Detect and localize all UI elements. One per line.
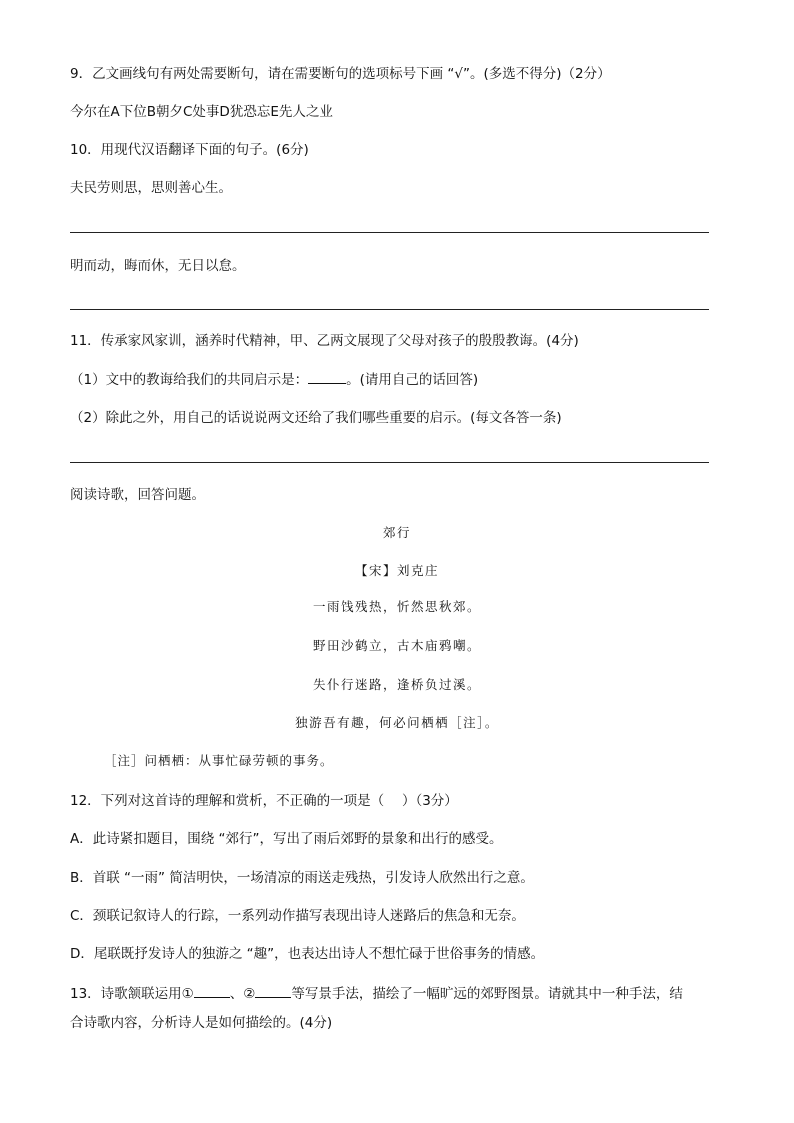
answer-line-1[interactable] xyxy=(70,232,709,233)
q9-sentence: 今尔在A下位B朝夕C处事D犹恐忘E先人之业 xyxy=(70,104,333,120)
q10-prompt: 10．用现代汉语翻译下面的句子。(6分) xyxy=(70,142,309,158)
q12-option-d: D．尾联既抒发诗人的独游之 “趣”，也表达出诗人不想忙碌于世俗事务的情感。 xyxy=(70,946,545,962)
q12-option-a: A．此诗紧扣题目，围绕 “郊行”，写出了雨后郊野的景象和出行的感受。 xyxy=(70,831,503,847)
q11-prompt: 11．传承家风家训，涵养时代精神，甲、乙两文展现了父母对孩子的殷殷教诲。(4分) xyxy=(70,333,579,349)
q13-blank-2[interactable] xyxy=(255,983,291,998)
poem-title: 郊行 xyxy=(382,525,411,540)
q11-blank[interactable] xyxy=(308,369,346,384)
q12-prompt: 12．下列对这首诗的理解和赏析，不正确的一项是（ ）（3分） xyxy=(70,793,458,809)
poem-intro: 阅读诗歌，回答问题。 xyxy=(70,487,205,503)
q13-text: 、② xyxy=(229,986,256,1002)
q11-part-1 xyxy=(70,369,720,390)
q9-prompt: 9．乙文画线句有两处需要断句，请在需要断句的选项标号下画 “√”。(多选不得分)（2分） xyxy=(70,66,611,82)
answer-line-2[interactable] xyxy=(70,309,709,310)
poem-line: 独游吾有趣，何必问栖栖［注］。 xyxy=(295,715,499,730)
q13-blank-1[interactable] xyxy=(194,983,230,998)
q13-text: 等写景手法，描绘了一幅旷远的郊野图景。请就其中一种手法，结 xyxy=(291,986,683,1002)
q12-option-c: C．颈联记叙诗人的行踪，一系列动作描写表现出诗人迷路后的焦急和无奈。 xyxy=(70,908,525,924)
q13-text: 13．诗歌颔联运用① xyxy=(70,986,194,1002)
poem-note: ［注］问栖栖：从事忙碌劳顿的事务。 xyxy=(104,753,334,768)
answer-line-3[interactable] xyxy=(70,462,709,463)
q11-part-1-text: （1）文中的教诲给我们的共同启示是： xyxy=(70,372,309,388)
q10-sentence-1: 夫民劳则思，思则善心生。 xyxy=(70,180,232,196)
poem-line: 野田沙鹤立，古木庙鸦嘲。 xyxy=(312,638,481,653)
poem-line: 失仆行迷路，逢桥负过溪。 xyxy=(312,677,481,692)
q12-option-b: B．首联 “一雨” 简洁明快，一场清凉的雨送走残热，引发诗人欣然出行之意。 xyxy=(70,870,534,886)
q13-line-2: 合诗歌内容，分析诗人是如何描绘的。(4分) xyxy=(70,1015,333,1031)
q11-part-2: （2）除此之外，用自己的话说说两文还给了我们哪些重要的启示。(每文各答一条) xyxy=(70,410,562,426)
q13-line-1 xyxy=(70,983,720,1004)
poem-author: 【宋】刘克庄 xyxy=(354,563,439,578)
q10-sentence-2: 明而动，晦而休，无日以怠。 xyxy=(70,258,246,274)
q11-part-1-hint: 。(请用自己的话回答) xyxy=(346,372,479,388)
poem-line: 一雨饯残热，忻然思秋郊。 xyxy=(312,599,481,614)
